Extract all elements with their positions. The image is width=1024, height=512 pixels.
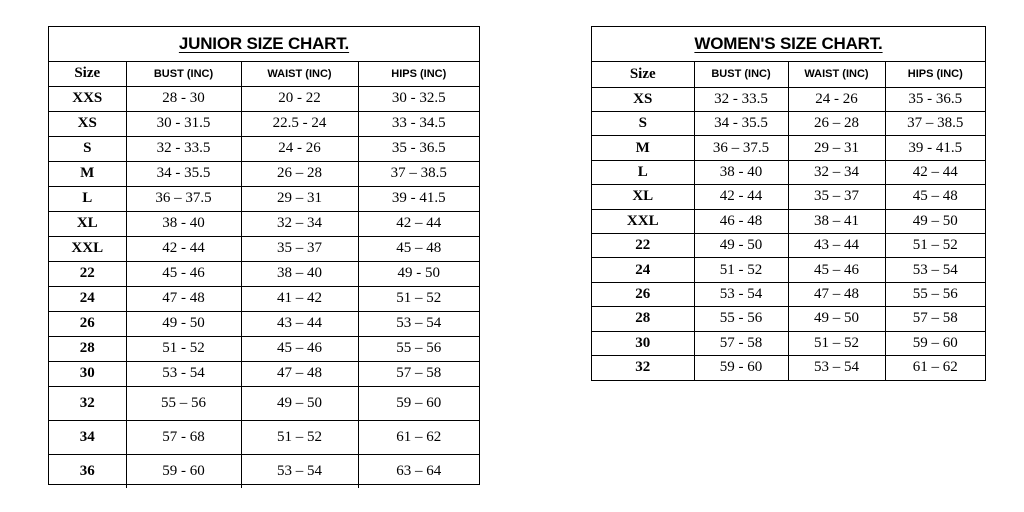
- junior-hips-cell: 49 - 50: [358, 261, 479, 286]
- womens-header-hips: HIPS (INC): [885, 62, 985, 87]
- womens-size-cell: S: [592, 111, 694, 135]
- junior-size-row: [49, 236, 479, 261]
- junior-bust-cell: 47 - 48: [126, 286, 241, 311]
- junior-size-row: [49, 136, 479, 161]
- junior-waist-cell: 26 – 28: [241, 161, 358, 186]
- junior-bust-cell: 51 - 52: [126, 336, 241, 361]
- junior-header-bust: BUST (INC): [126, 61, 241, 86]
- womens-bust-cell: 57 - 58: [694, 331, 788, 355]
- womens-waist-cell: 24 - 26: [788, 87, 885, 111]
- junior-waist-cell: 41 – 42: [241, 286, 358, 311]
- junior-hips-cell: 30 - 32.5: [358, 86, 479, 111]
- junior-size-chart: [48, 26, 480, 485]
- womens-size-row: [592, 185, 985, 209]
- junior-size-row: [49, 311, 479, 336]
- junior-waist-cell: 53 – 54: [241, 454, 358, 488]
- junior-waist-cell: 45 – 46: [241, 336, 358, 361]
- junior-bust-cell: 57 - 68: [126, 420, 241, 454]
- womens-waist-cell: 45 – 46: [788, 258, 885, 282]
- junior-waist-cell: 49 – 50: [241, 386, 358, 420]
- womens-bust-cell: 34 - 35.5: [694, 111, 788, 135]
- womens-size-row: [592, 209, 985, 233]
- junior-bust-cell: 49 - 50: [126, 311, 241, 336]
- junior-bust-cell: 59 - 60: [126, 454, 241, 488]
- womens-hips-cell: 37 – 38.5: [885, 111, 985, 135]
- womens-waist-cell: 53 – 54: [788, 355, 885, 380]
- junior-waist-cell: 38 – 40: [241, 261, 358, 286]
- junior-bust-cell: 45 - 46: [126, 261, 241, 286]
- junior-hips-cell: 42 – 44: [358, 211, 479, 236]
- womens-bust-cell: 59 - 60: [694, 355, 788, 380]
- womens-size-cell: M: [592, 136, 694, 160]
- womens-waist-cell: 38 – 41: [788, 209, 885, 233]
- junior-size-row: [49, 161, 479, 186]
- womens-header-waist: WAIST (INC): [788, 62, 885, 87]
- womens-hips-cell: 42 – 44: [885, 160, 985, 184]
- womens-hips-cell: 45 – 48: [885, 185, 985, 209]
- womens-size-row: [592, 355, 985, 380]
- junior-size-row: [49, 86, 479, 111]
- junior-hips-cell: 61 – 62: [358, 420, 479, 454]
- womens-header-row: [592, 62, 985, 87]
- junior-waist-cell: 32 – 34: [241, 211, 358, 236]
- junior-waist-cell: 43 – 44: [241, 311, 358, 336]
- womens-size-cell: 24: [592, 258, 694, 282]
- junior-bust-cell: 28 - 30: [126, 86, 241, 111]
- junior-size-cell: XS: [49, 111, 126, 136]
- junior-size-row: [49, 261, 479, 286]
- junior-size-row: [49, 286, 479, 311]
- junior-size-cell: 26: [49, 311, 126, 336]
- womens-hips-cell: 61 – 62: [885, 355, 985, 380]
- junior-hips-cell: 57 – 58: [358, 361, 479, 386]
- junior-chart-title: JUNIOR SIZE CHART.: [49, 27, 479, 61]
- junior-size-row: [49, 361, 479, 386]
- womens-size-row: [592, 233, 985, 257]
- junior-size-cell: M: [49, 161, 126, 186]
- junior-waist-cell: 35 – 37: [241, 236, 358, 261]
- junior-waist-cell: 22.5 - 24: [241, 111, 358, 136]
- womens-bust-cell: 46 - 48: [694, 209, 788, 233]
- womens-bust-cell: 55 - 56: [694, 307, 788, 331]
- junior-hips-cell: 37 – 38.5: [358, 161, 479, 186]
- junior-header-row: [49, 61, 479, 86]
- womens-hips-cell: 51 – 52: [885, 233, 985, 257]
- junior-header-hips: HIPS (INC): [358, 61, 479, 86]
- womens-bust-cell: 49 - 50: [694, 233, 788, 257]
- junior-size-cell: XXL: [49, 236, 126, 261]
- junior-waist-cell: 51 – 52: [241, 420, 358, 454]
- womens-waist-cell: 43 – 44: [788, 233, 885, 257]
- womens-waist-cell: 32 – 34: [788, 160, 885, 184]
- junior-size-row: [49, 386, 479, 420]
- womens-size-row: [592, 136, 985, 160]
- junior-title-row: [49, 27, 479, 61]
- womens-title-row: [592, 27, 985, 62]
- junior-size-cell: 32: [49, 386, 126, 420]
- junior-size-cell: S: [49, 136, 126, 161]
- junior-bust-cell: 30 - 31.5: [126, 111, 241, 136]
- womens-size-row: [592, 282, 985, 306]
- junior-waist-cell: 20 - 22: [241, 86, 358, 111]
- womens-bust-cell: 36 – 37.5: [694, 136, 788, 160]
- junior-size-row: [49, 454, 479, 488]
- junior-size-cell: XL: [49, 211, 126, 236]
- womens-bust-cell: 32 - 33.5: [694, 87, 788, 111]
- junior-size-cell: 36: [49, 454, 126, 488]
- junior-size-table: [49, 27, 479, 488]
- womens-hips-cell: 57 – 58: [885, 307, 985, 331]
- junior-hips-cell: 59 – 60: [358, 386, 479, 420]
- junior-size-row: [49, 211, 479, 236]
- junior-waist-cell: 29 – 31: [241, 186, 358, 211]
- womens-size-row: [592, 87, 985, 111]
- womens-header-size: Size: [592, 62, 694, 87]
- junior-bust-cell: 38 - 40: [126, 211, 241, 236]
- junior-size-cell: 28: [49, 336, 126, 361]
- womens-waist-cell: 29 – 31: [788, 136, 885, 160]
- womens-waist-cell: 49 – 50: [788, 307, 885, 331]
- womens-size-cell: 26: [592, 282, 694, 306]
- womens-size-cell: 22: [592, 233, 694, 257]
- womens-size-row: [592, 258, 985, 282]
- womens-hips-cell: 49 – 50: [885, 209, 985, 233]
- womens-size-row: [592, 307, 985, 331]
- womens-hips-cell: 53 – 54: [885, 258, 985, 282]
- junior-size-cell: XXS: [49, 86, 126, 111]
- womens-size-cell: XS: [592, 87, 694, 111]
- womens-size-row: [592, 111, 985, 135]
- junior-size-row: [49, 111, 479, 136]
- womens-size-row: [592, 160, 985, 184]
- junior-size-row: [49, 336, 479, 361]
- junior-size-cell: 24: [49, 286, 126, 311]
- womens-bust-cell: 51 - 52: [694, 258, 788, 282]
- womens-hips-cell: 55 – 56: [885, 282, 985, 306]
- womens-size-cell: 28: [592, 307, 694, 331]
- womens-size-cell: 32: [592, 355, 694, 380]
- junior-bust-cell: 42 - 44: [126, 236, 241, 261]
- womens-waist-cell: 35 – 37: [788, 185, 885, 209]
- womens-hips-cell: 39 - 41.5: [885, 136, 985, 160]
- womens-size-table: [592, 27, 985, 380]
- junior-hips-cell: 39 - 41.5: [358, 186, 479, 211]
- womens-waist-cell: 26 – 28: [788, 111, 885, 135]
- womens-bust-cell: 42 - 44: [694, 185, 788, 209]
- junior-size-cell: 30: [49, 361, 126, 386]
- womens-header-bust: BUST (INC): [694, 62, 788, 87]
- junior-bust-cell: 32 - 33.5: [126, 136, 241, 161]
- junior-hips-cell: 63 – 64: [358, 454, 479, 488]
- womens-size-cell: XXL: [592, 209, 694, 233]
- womens-size-cell: L: [592, 160, 694, 184]
- womens-hips-cell: 59 – 60: [885, 331, 985, 355]
- junior-bust-cell: 34 - 35.5: [126, 161, 241, 186]
- junior-header-waist: WAIST (INC): [241, 61, 358, 86]
- womens-size-cell: 30: [592, 331, 694, 355]
- junior-hips-cell: 51 – 52: [358, 286, 479, 311]
- junior-size-row: [49, 186, 479, 211]
- junior-hips-cell: 45 – 48: [358, 236, 479, 261]
- junior-bust-cell: 53 - 54: [126, 361, 241, 386]
- junior-waist-cell: 24 - 26: [241, 136, 358, 161]
- junior-hips-cell: 53 – 54: [358, 311, 479, 336]
- womens-bust-cell: 38 - 40: [694, 160, 788, 184]
- junior-bust-cell: 36 – 37.5: [126, 186, 241, 211]
- junior-size-row: [49, 420, 479, 454]
- womens-hips-cell: 35 - 36.5: [885, 87, 985, 111]
- womens-waist-cell: 47 – 48: [788, 282, 885, 306]
- junior-bust-cell: 55 – 56: [126, 386, 241, 420]
- womens-size-row: [592, 331, 985, 355]
- womens-waist-cell: 51 – 52: [788, 331, 885, 355]
- junior-hips-cell: 35 - 36.5: [358, 136, 479, 161]
- junior-hips-cell: 55 – 56: [358, 336, 479, 361]
- junior-size-cell: L: [49, 186, 126, 211]
- womens-size-chart: [591, 26, 986, 381]
- womens-chart-title: WOMEN'S SIZE CHART.: [592, 27, 985, 62]
- womens-bust-cell: 53 - 54: [694, 282, 788, 306]
- junior-size-cell: 22: [49, 261, 126, 286]
- junior-size-cell: 34: [49, 420, 126, 454]
- junior-header-size: Size: [49, 61, 126, 86]
- junior-hips-cell: 33 - 34.5: [358, 111, 479, 136]
- junior-waist-cell: 47 – 48: [241, 361, 358, 386]
- womens-size-cell: XL: [592, 185, 694, 209]
